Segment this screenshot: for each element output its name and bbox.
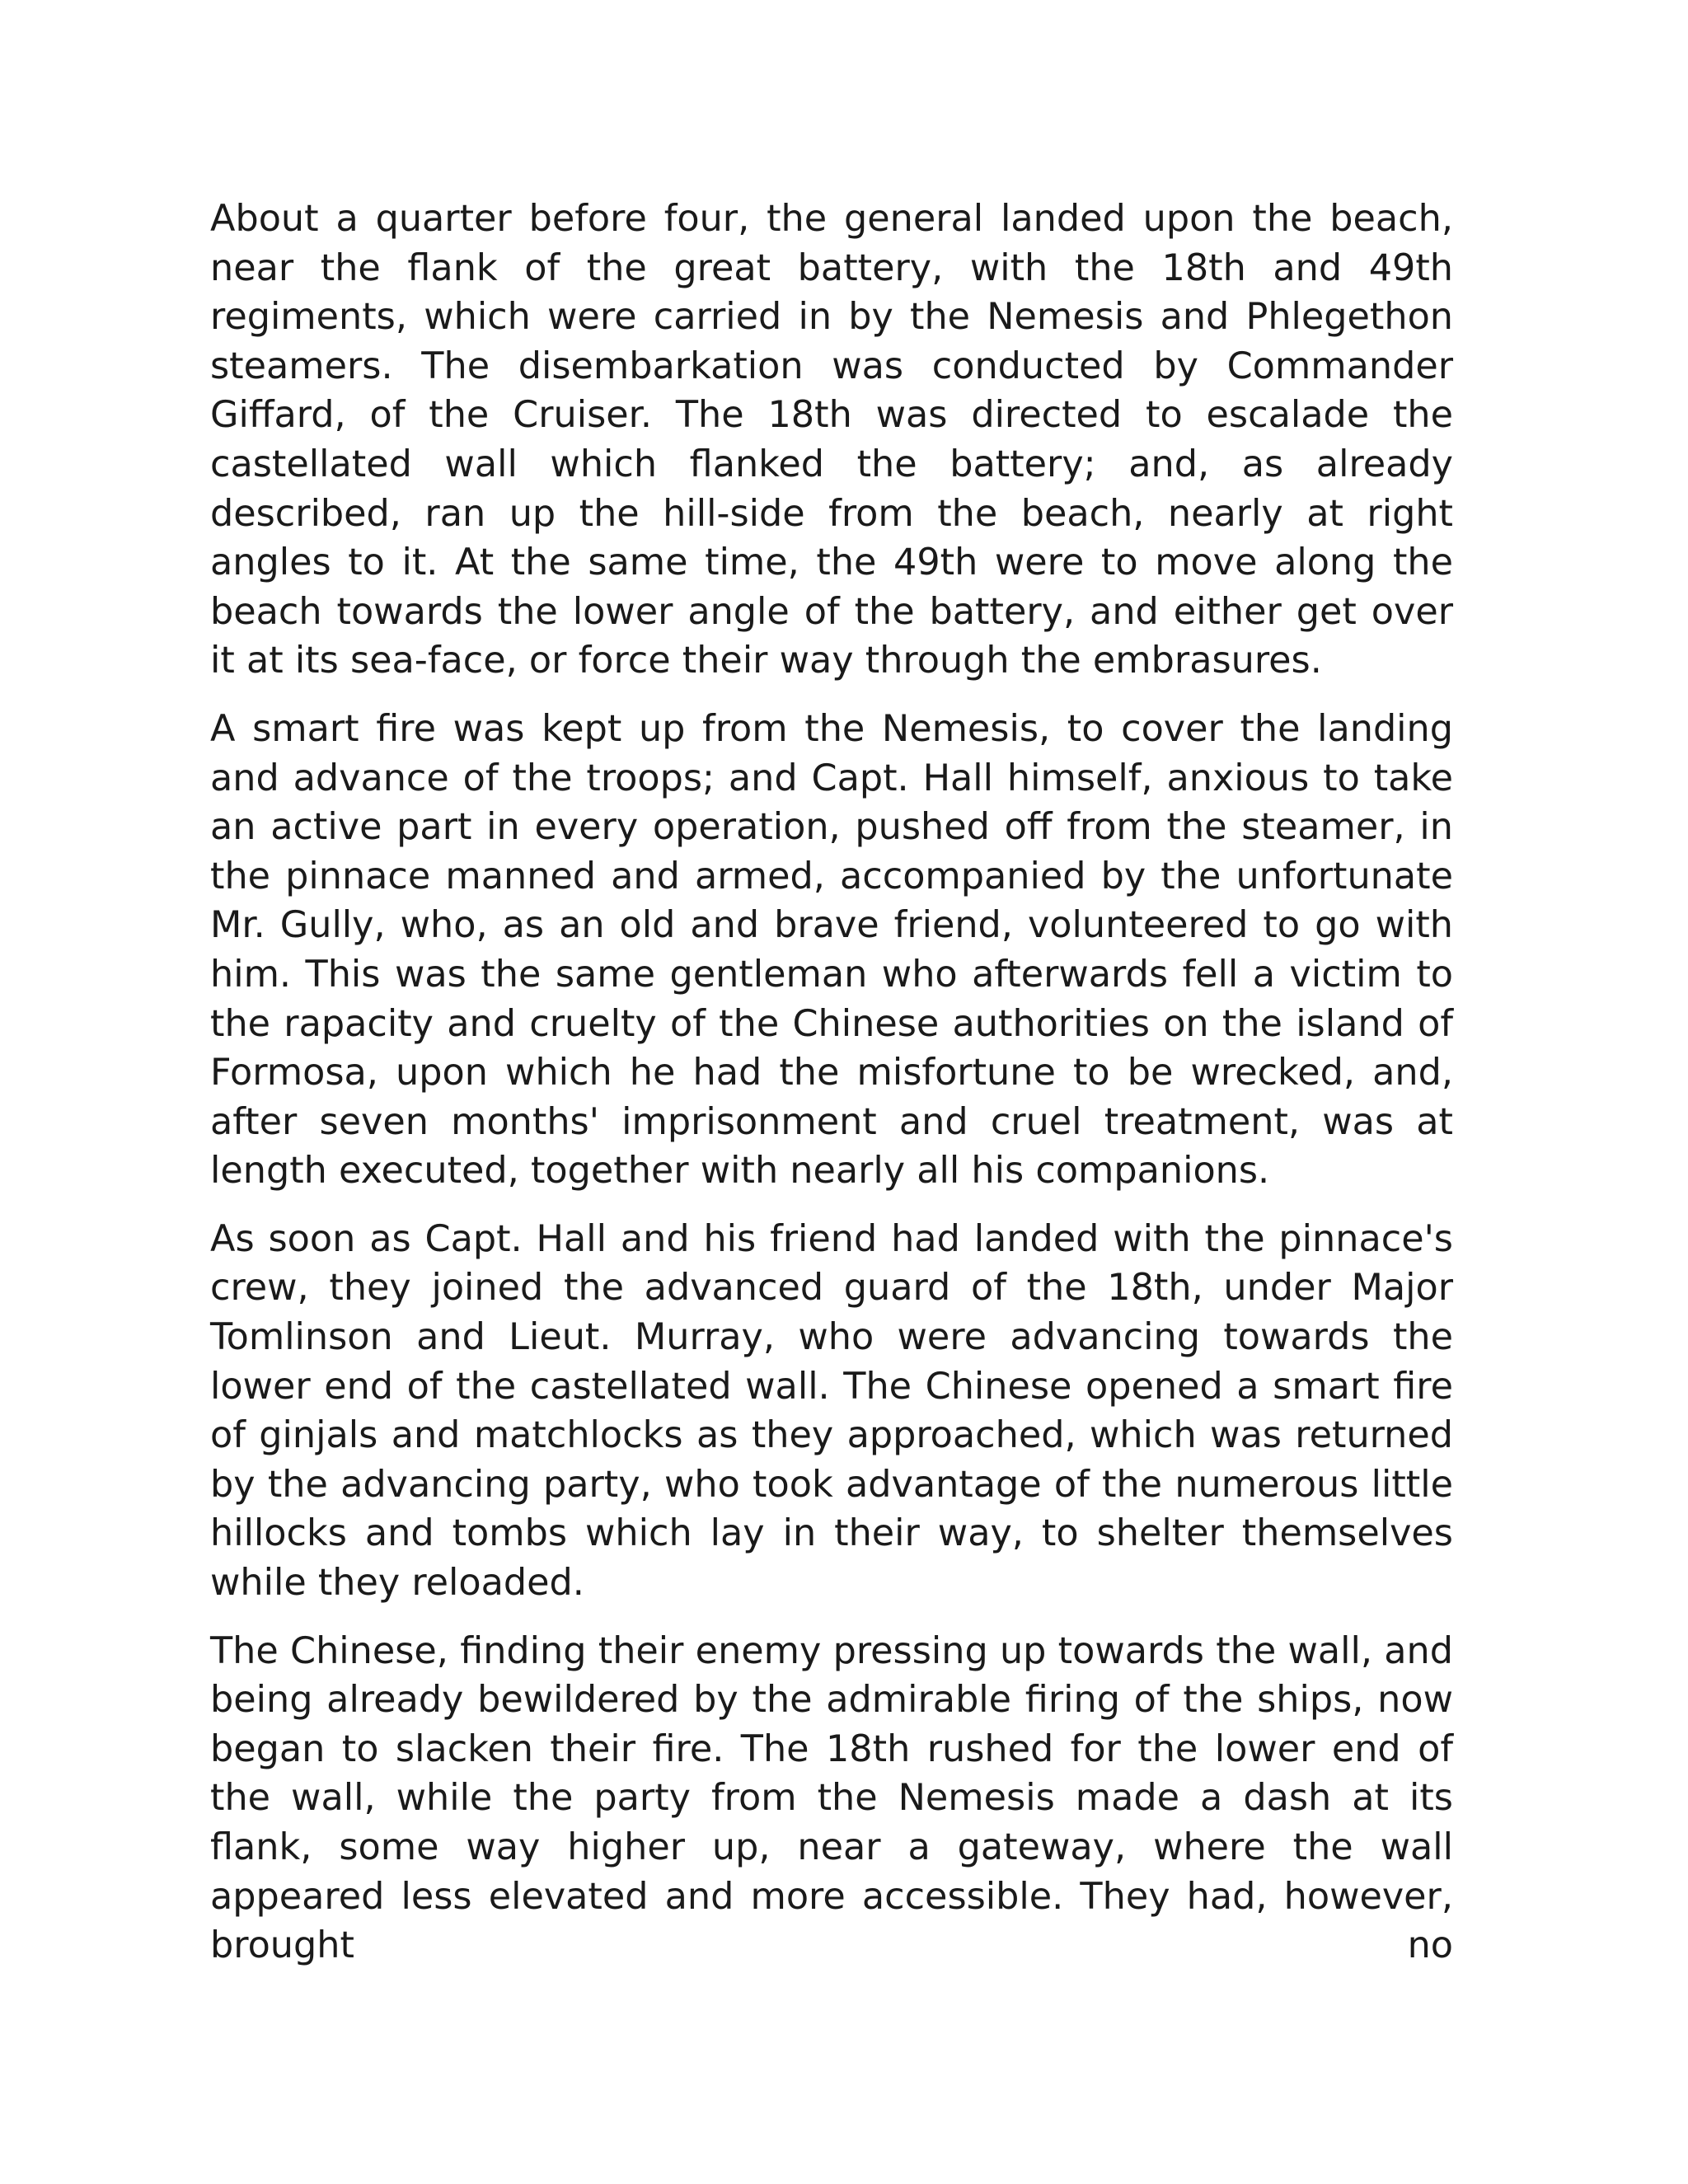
body-text bbox=[210, 194, 1453, 1971]
paragraph-1: About a quarter before four, the general landed upon the beach, near the flank of the great battery, with the 18th and 49th regiments, which were carried in by the Nemesis and Phlegethon steamers. The disembarkation was conducted by Commander Giffard, of the Cruiser. The 18th was directed to escalade the castellated wall which flanked the battery; and, as already described, ran up the hill-side from the beach, nearly at right angles to it. At the same time, the 49th were to move along the beach towards the lower angle of the battery, and either get over it at its sea-face, or force their way through the embrasures. bbox=[210, 198, 1453, 682]
paragraph-2: A smart fire was kept up from the Nemesis, to cover the landing and advance of the troops; and Capt. Hall himself, anxious to take an active part in every operation, pushed off from the steamer, in the pinnace manned and armed, accompanied by the unfortunate Mr. Gully, who, as an old and brave friend, volunteered to go with him. This was the same gentleman who afterwards fell a victim to the rapacity and cruelty of the Chinese authorities on the island of Formosa, upon which he had the misfortune to be wrecked, and, after seven months' imprisonment and cruel treatment, was at length executed, together with nearly all his companions. bbox=[210, 707, 1453, 1193]
paragraph-4: The Chinese, finding their enemy pressing up towards the wall, and being already bewildered by the admirable firing of the ships, now began to slacken their fire. The 18th rushed for the lower end of the wall, while the party from the Nemesis made a dash at its flank, some way higher up, near a gateway, where the wall appeared less elevated and more accessible. They had, however, brought no bbox=[210, 1629, 1453, 1967]
paragraph-3: As soon as Capt. Hall and his friend had landed with the pinnace's crew, they joined the advanced guard of the 18th, under Major Tomlinson and Lieut. Murray, who were advancing towards the lower end of the castellated wall. The Chinese opened a smart fire of ginjals and matchlocks as they approached, which was returned by the advancing party, who took advantage of the numerous little hillocks and tombs which lay in their way, to shelter themselves while they reloaded. bbox=[210, 1217, 1453, 1605]
